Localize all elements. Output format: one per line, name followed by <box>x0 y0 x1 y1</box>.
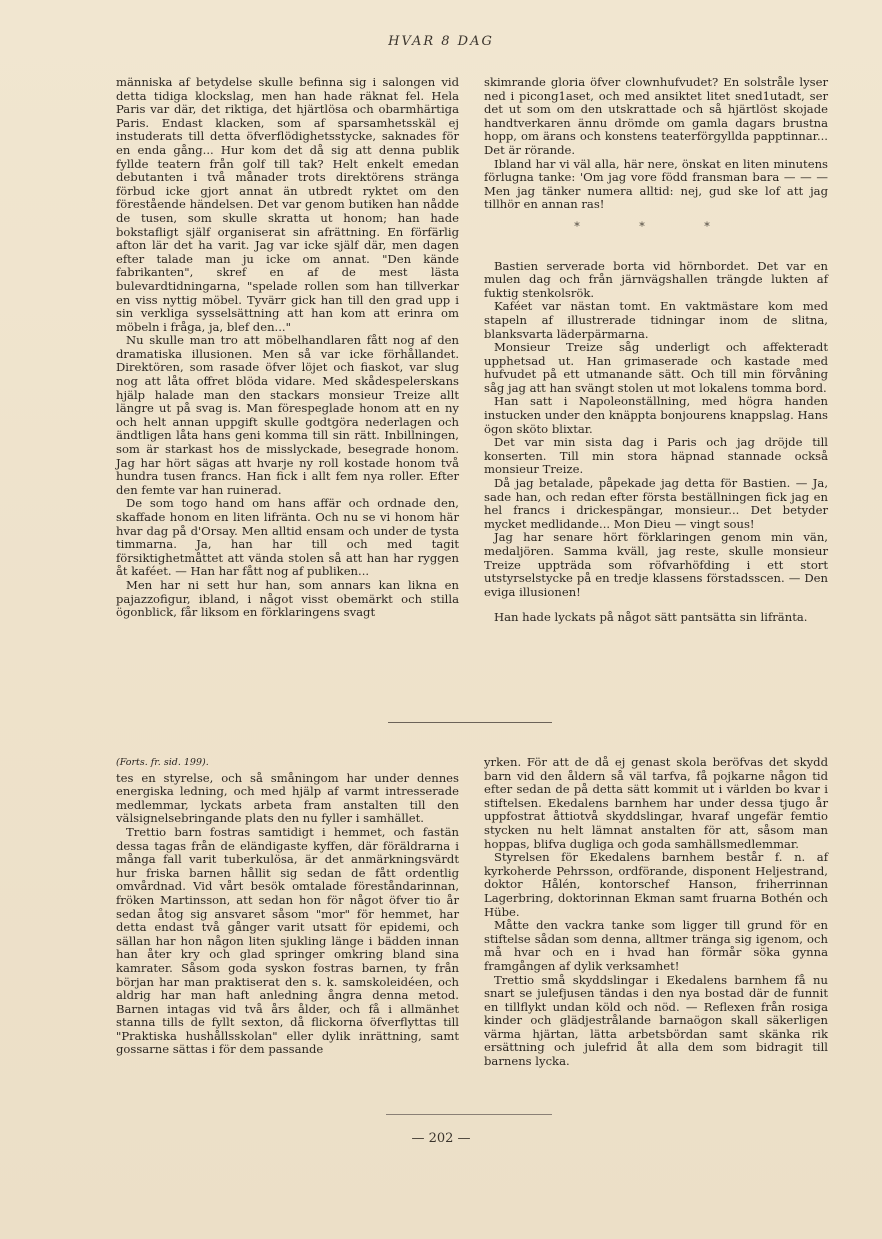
page-number: — 202 — <box>411 1131 471 1146</box>
paragraph: människa af betydelse skulle befinna sig i salongen vid detta tidiga klockslag, men han hade räknat fel. Hela Paris var där, det riktiga, det hjärtlösa och obarmhärtiga Paris. Endast klacken, som af sparsamhetsskäl ej instuderats till detta öfverflödighetsstycke, saknades för en enda gång... Hur kom det då sig att denna publik fyllde teatern från golf till tak? Helt enkelt emedan debutanten i två månader trots direktörens stränga förbud icke gjort annat än utbredt ryktet om den förestående händelsen. Det var genom butiken han nådde de tusen, som skulle skratta ut honom; han hade bokstafligt själf organiserat sin afrättning. En förfärlig afton lär det ha varit. Jag var icke själf där, men dagen efter talade man ju icke om annat. "Den kände fabrikanten", skref en af de mest lästa bulevardtidningarna, "spelade rollen som han tillverkar en viss nyttig möbel. Tyvärr gick han till den grad upp i sin verkliga sysselsättning att han kom att erinra om möbeln i fråga, ja, blef den..." <box>116 75 459 334</box>
paragraph: Det var min sista dag i Paris och jag dröjde till konserten. Till min stora häpnad stannade också monsieur Treize. <box>484 435 828 477</box>
paragraph: Nu skulle man tro att möbelhandlaren fått nog af den dramatiska illusionen. Men så var icke förhållandet. Direktören, som rasade öfver löjet och fiaskot, var slug nog att låta offret blöda vidare. Med skådespelerskans hjälp halade man den stackars monsieur Treize allt längre ut på svag is. Man förespeglade honom att en ny och helt annan uppgift skulle godtgöra nederlagen och ändtligen låta hans geni komma till sin rätt. Inbillningen, som är starkast hos de misslyckade, besegrade honom. Jag har hört sägas att hvarje ny roll kostade honom två hundra tusen francs. Han fick i allt fem nya roller. Efter den femte var han ruinerad. <box>116 333 459 497</box>
paragraph: Kaféet var nästan tomt. En vaktmästare kom med stapeln af illustrerade tidningar inom de slitna, blanksvarta läderpärmarna. <box>484 299 828 341</box>
footer-rule <box>386 1114 552 1115</box>
running-header: HVAR 8 DAG <box>388 34 494 49</box>
column-bottom-left <box>116 756 459 1057</box>
paragraph: skimrande gloria öfver clownhufvudet? En solstråle lyser ned i picong1aset, och med ansiktet litet sned1utadt, ser det ut som om den utskrattade och så hjärtlöst skojade handtverkaren ännu drömde om gamla dagars brustna hopp, om ärans och konstens teaterförgyllda papptinnar... Det är rörande. <box>484 75 828 157</box>
paragraph: Ibland har vi väl alla, här nere, önskat en liten minutens förlugna tanke: 'Om jag vore född fransman bara — — — Men jag tänker numera alltid: nej, gud ske lof att jag tillhör en annan ras! <box>484 156 828 212</box>
paragraph: Men har ni sett hur han, som annars kan likna en pajazzofigur, ibland, i något visst obemärkt och stilla ögonblick, får liksom en förklaringens svagt <box>116 577 459 620</box>
paragraph: Bastien serverade borta vid hörnbordet. Det var en mulen dag och från järnvägshallen trängde lukten af fuktig stenkolsrök. <box>484 258 828 300</box>
section-divider: * * * <box>574 219 738 233</box>
paragraph: yrken. För att de då ej genast skola beröfvas det skydd barn vid den åldern så väl tarfva, få pojkarne någon tid efter sedan de på detta sätt kommit ut i världen bo kvar i stiftelsen. Ekedalens barnhem har under dessa tjugo år uppfostrat åttiotvå skyddslingar, hvaraf ungefär femtio stycken nu helt lämnat anstalten för att, såsom man hoppas, blifva dugliga och goda samhällsmedlemmar. <box>484 755 828 851</box>
paragraph: Trettio små skyddslingar i Ekedalens barnhem få nu snart se julefjusen tändas i den nya bostad där de funnit en tillflykt undan köld och nöd. — Reflexen från rosiga kinder och glädjestrålande barnaögon skall säkerligen värma hjärtan, lätta arbetsbördan samt skänka rik ersättning och julefrid åt alla dem som bidragit till barnens lycka. <box>484 972 828 1069</box>
paragraph: De som togo hand om hans affär och ordnade den, skaffade honom en liten lifränta. Och nu se vi honom här hvar dag på d'Orsay. Men alltid ensam och under de tysta timmarna. Ja, han har till och med tagit försiktighetmåttet att vända stolen så att han har ryggen åt kaféet. — Han har fått nog af publiken... <box>116 496 459 579</box>
paragraph: Jag har senare hört förklaringen genom min vän, medaljören. Samma kväll, jag reste, skulle monsieur Treize uppträda som röfvarhöfding i ett stort utstyrselstycke på en tredje klassens förstadsscen. — Den eviga illusionen! <box>484 530 828 599</box>
column-top-left <box>116 76 459 620</box>
paragraph: Då jag betalade, påpekade jag detta för Bastien. — Ja, sade han, och redan efter första beställningen fick jag en hel francs i drickespängar, monsieur... Det betyder mycket medlidande... Mon Dieu — vingt sous! <box>484 476 828 531</box>
paragraph: Han satt i Napoleonställning, med högra handen instucken under den knäppta bonjourens knappslag. Hans ögon sköto blixtar. <box>484 394 828 436</box>
paragraph: Styrelsen för Ekedalens barnhem består f. n. af kyrkoherde Pehrsson, ordförande, disponent Heljestrand, doktor Hålén, kontorschef Hanson, friherrinnan Lagerbring, doktorinnan Ekman samt fruarna Bothén och Hübe. <box>484 850 828 919</box>
paragraph: Monsieur Treize såg underligt och affekteradt upphetsad ut. Han grimaserade och kastade med hufvudet på ett utmanande sätt. Och till min förvåning såg jag att han svängt stolen ut mot lokalens tomma bord. <box>484 340 828 395</box>
continuation-note: (Forts. fr. sid. 199). <box>116 757 209 768</box>
column-bottom-right <box>484 756 828 1069</box>
column-top-right <box>484 76 828 625</box>
section-rule <box>388 722 552 723</box>
paragraph: Måtte den vackra tanke som ligger till grund för en stiftelse sådan som denna, alltmer tränga sig igenom, och må hvar och en i hvad han förmår söka gynna framgången af dylik verksamhet! <box>484 918 828 973</box>
paragraph: tes en styrelse, och så småningom har under dennes energiska ledning, och med hjälp af varmt intresserade medlemmar, lyckats arbeta fram anstalten till den välsignelsebringande plats den nu fyller i samhället. <box>116 770 459 826</box>
paragraph: Trettio barn fostras samtidigt i hemmet, och fastän dessa tagas från de eländigaste kyffen, där föräldrarna i många fall varit tuberkulösa, är det anmärkningsvärdt hur friska barnen hållit sig sedan de fått ordentlig omvårdnad. Vid vårt besök omtalade föreståndarinnan, fröken Martinsson, att sedan hon för något öfver tio år sedan åtog sig ansvaret såsom "mor" för hemmet, har detta endast två gånger varit utsatt för epidemi, och sällan har hon någon liten sjukling länge i bädden innan han åter kry och glad springer omkring bland sina kamrater. Såsom goda syskon fostras barnen, ty från början har man praktiserat den s. k. samskoleidéen, och aldrig har man haft anledning ångra denna metod. Barnen intagas vid två års ålder, och få i allmänhet stanna tills de fyllt sexton, då flickorna öfverflyttas till "Praktiska hushållsskolan" eller dylik inrättning, samt gossarne sättas i för dem passande <box>116 824 459 1057</box>
closing-line: Han hade lyckats på något sätt pantsätta sin lifränta. <box>494 610 808 625</box>
